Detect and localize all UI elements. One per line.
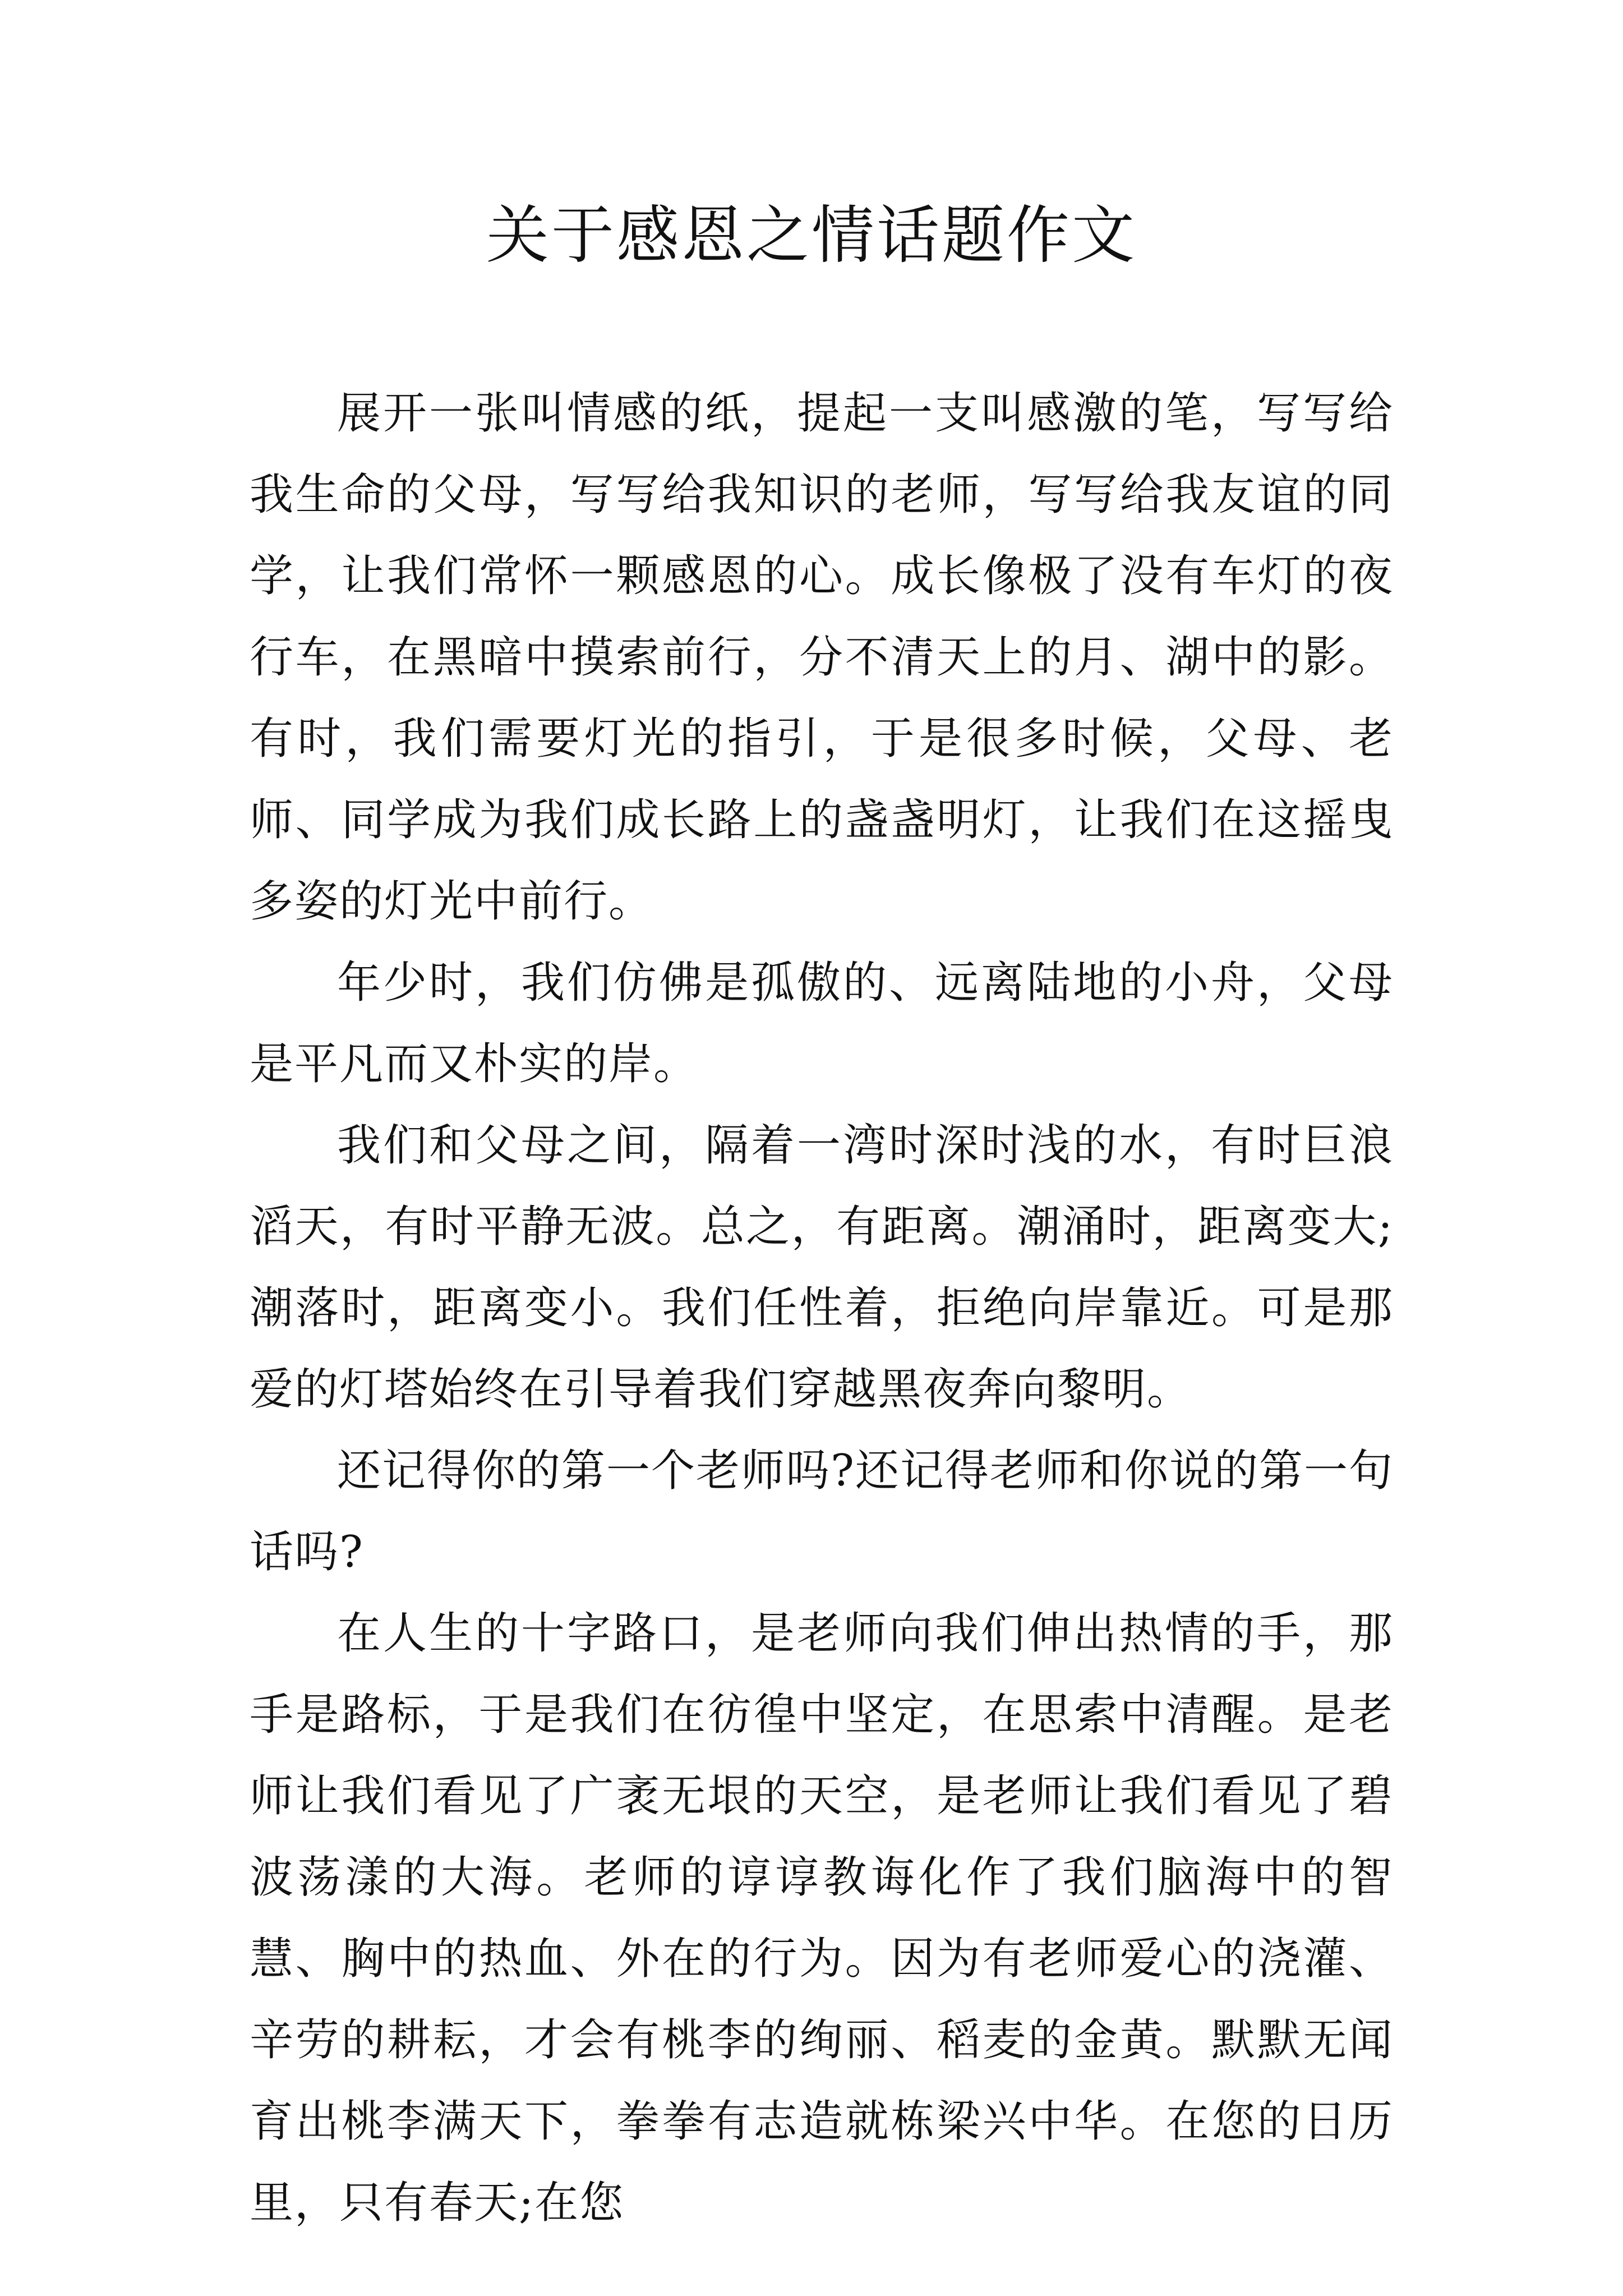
paragraph-5: 在人生的十字路口，是老师向我们伸出热情的手，那手是路标，于是我们在彷徨中坚定，在思索中清醒。是老师让我们看见了广袤无垠的天空，是老师让我们看见了碧波荡漾的大海。老师的谆谆教诲化作了我们脑海中的智慧、胸中的热血、外在的行为。因为有老师爱心的浇灌、辛劳的耕耘，才会有桃李的绚丽、稻麦的金黄。默默无闻育出桃李满天下，拳拳有志造就栋梁兴中华。在您的日历里，只有春天;在您 (250, 1608, 1394, 2228)
paragraph-3: 我们和父母之间，隔着一湾时深时浅的水，有时巨浪滔天，有时平静无波。总之，有距离。潮涌时，距离变大;潮落时，距离变小。我们任性着，拒绝向岸靠近。可是那爱的灯塔始终在引导着我们穿越黑夜奔向黎明。 (250, 1120, 1394, 1415)
paragraph-1: 展开一张叫情感的纸，提起一支叫感激的笔，写写给我生命的父母，写写给我知识的老师，写写给我友谊的同学，让我们常怀一颗感恩的心。成长像极了没有车灯的夜行车，在黑暗中摸索前行，分不清天上的月、湖中的影。有时，我们需要灯光的指引，于是很多时候，父母、老师、同学成为我们成长路上的盏盏明灯，让我们在这摇曳多姿的灯光中前行。 (250, 388, 1394, 927)
paragraph-2: 年少时，我们仿佛是孤傲的、远离陆地的小舟，父母是平凡而又朴实的岸。 (250, 958, 1394, 1089)
document-body (250, 373, 1394, 2244)
paragraph-4: 还记得你的第一个老师吗?还记得老师和你说的第一句话吗? (250, 1446, 1394, 1577)
document-title: 关于感恩之情话题作文 (486, 199, 1137, 272)
